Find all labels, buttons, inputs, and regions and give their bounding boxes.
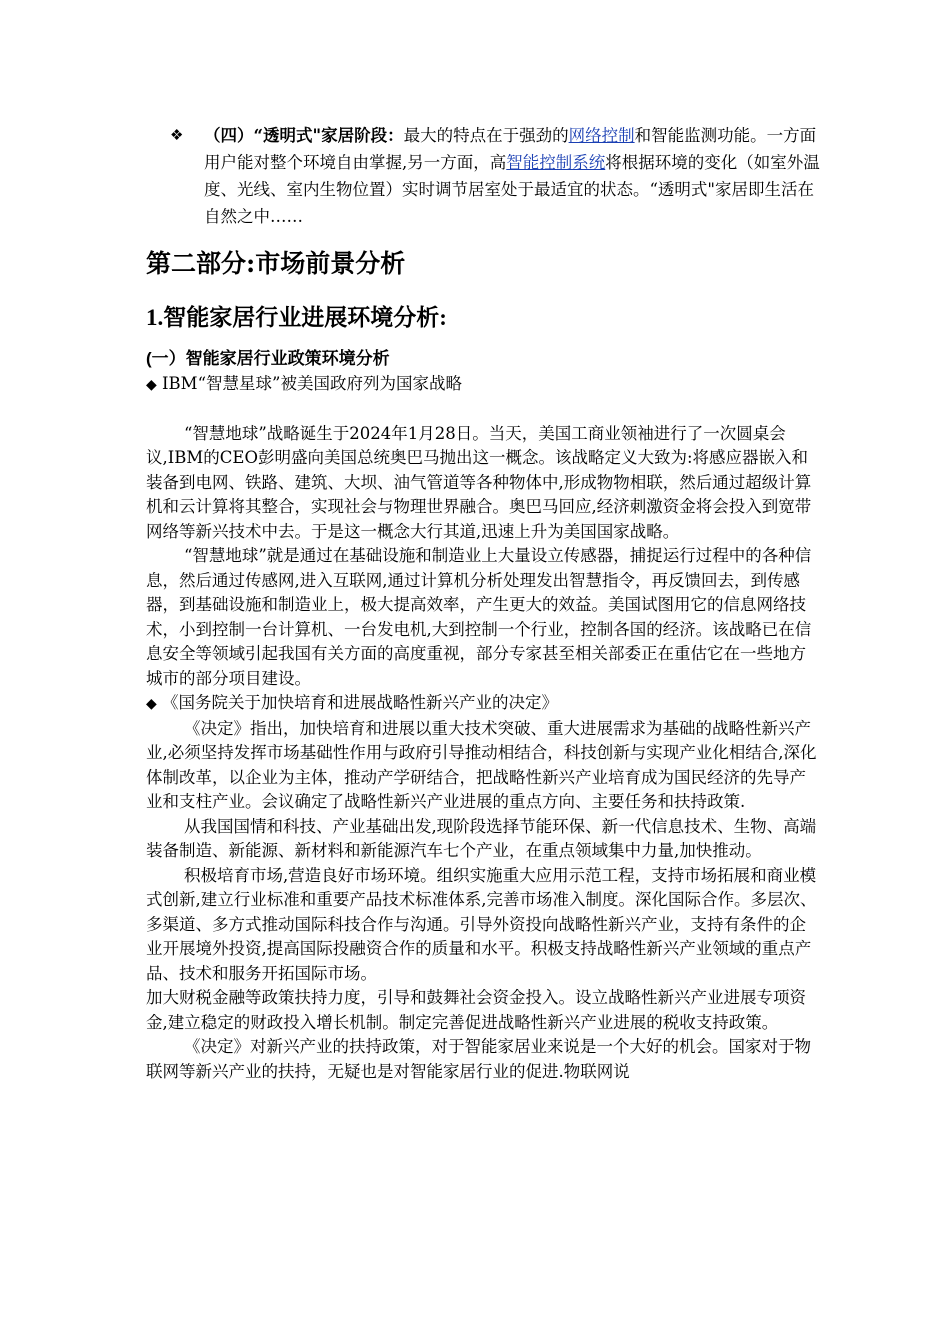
section-title: 1.智能家居行业进展环境分析:: [146, 305, 447, 330]
bullet-text: 和智能监测功能。一方面用户能对整个环境自由掌握,另一方面，高: [204, 126, 817, 172]
paragraph: 加大财税金融等政策扶持力度，引导和鼓舞社会资金投入。设立战略性新兴产业进展专项资金,建立稳定的财政投入增长机制。制定完善促进战略性新兴产业进展的税收支持政策。: [146, 988, 806, 1032]
diamond-bullet-icon: ❖: [170, 126, 184, 144]
paragraph: 从我国国情和科技、产业基础出发,现阶段选择节能环保、新一代信息技术、生物、高端装备制造、新能源、新材料和新能源汽车七个产业，在重点领域集中力量,加快推动。: [146, 816, 817, 860]
paragraph: 《决定》指出，加快培育和进展以重大技术突破、重大进展需求为基础的战略性新兴产业,必须坚持发挥市场基础性作用与政府引导推动相结合，科技创新与实现产业化相结合,深化体制改革，以企业为主体，推动产学研结合，把战略性新兴产业培育成为国民经济的先导产业和支柱产业。会议确定了战略性新兴产业进展的重点方向、主要任务和扶持政策.: [146, 718, 817, 811]
paragraph: 《决定》对新兴产业的扶持政策，对于智能家居业来说是一个大好的机会。国家对于物联网等新兴产业的扶持，无疑也是对智能家居行业的促进.物联网说: [146, 1037, 811, 1081]
bullet-item-transparent-home: [148, 122, 822, 230]
sub-title: (一）智能家居行业政策环境分析: [146, 349, 390, 368]
part-title: 第二部分:市场前景分析: [146, 249, 406, 278]
network-control-link[interactable]: 网络控制: [568, 126, 635, 145]
spacer: [146, 398, 822, 422]
bullet-text: 最大的特点在于强劲的: [403, 126, 569, 145]
policy-item-title: 《国务院关于加快培育和进展战略性新兴产业的决定》: [162, 693, 559, 712]
paragraph: “智慧地球”战略诞生于2024年1月28日。当天，美国工商业领袖进行了一次圆桌会议,IBM的CEO彭明盛向美国总统奥巴马抛出这一概念。该战略定义大致为:将感应器嵌入和装备到电网、铁路、建筑、大坝、油气管道等各种物体中,形成物物相联，然后通过超级计算机和云计算将其整合，实现社会与物理世界融合。奥巴马回应,经济刺激资金将会投入到宽带网络等新兴技术中去。于是这一概念大行其道,迅速上升为美国国家战略。: [146, 423, 812, 541]
smart-control-system-link[interactable]: 智能控制系统: [506, 153, 606, 172]
bullet-label: （四）“透明式"家居阶段：: [204, 126, 404, 145]
paragraph: “智慧地球”就是通过在基础设施和制造业上大量设立传感器，捕捉运行过程中的各种信息，然后通过传感网,进入互联网,通过计算机分析处理发出智慧指令，再反馈回去，到传感器，到基础设施和制造业上，极大提高效率，产生更大的效益。美国试图用它的信息网络技术，小到控制一台计算机、一台发电机,大到控制一个行业，控制各国的经济。该战略已在信息安全等领域引起我国有关方面的高度重视，部分专家甚至相关部委正在重估它在一些地方城市的部分项目建设。: [146, 546, 812, 688]
policy-item-title: IBM“智慧星球”被美国政府列为国家战略: [162, 374, 462, 393]
policy-item-state-council: [146, 691, 822, 717]
bullet-text: 将根据环境的变化（如室外温度、光线、室内生物位置）实时调节居室处于最适宜的状态。“透明式"家居即生活在自然之中……: [204, 153, 820, 226]
diamond-icon: ◆: [146, 696, 157, 712]
diamond-icon: ◆: [146, 377, 157, 393]
policy-item-ibm: [146, 372, 822, 398]
document-body: [146, 122, 822, 1084]
paragraph: 积极培育市场,营造良好市场环境。组织实施重大应用示范工程，支持市场拓展和商业模式创新,建立行业标准和重要产品技术标准体系,完善市场准入制度。深化国际合作。多层次、多渠道、多方式推动国际科技合作与沟通。引导外资投向战略性新兴产业，支持有条件的企业开展境外投资,提高国际投融资合作的质量和水平。积极支持战略性新兴产业领域的重点产品、技术和服务开拓国际市场。: [146, 865, 817, 983]
